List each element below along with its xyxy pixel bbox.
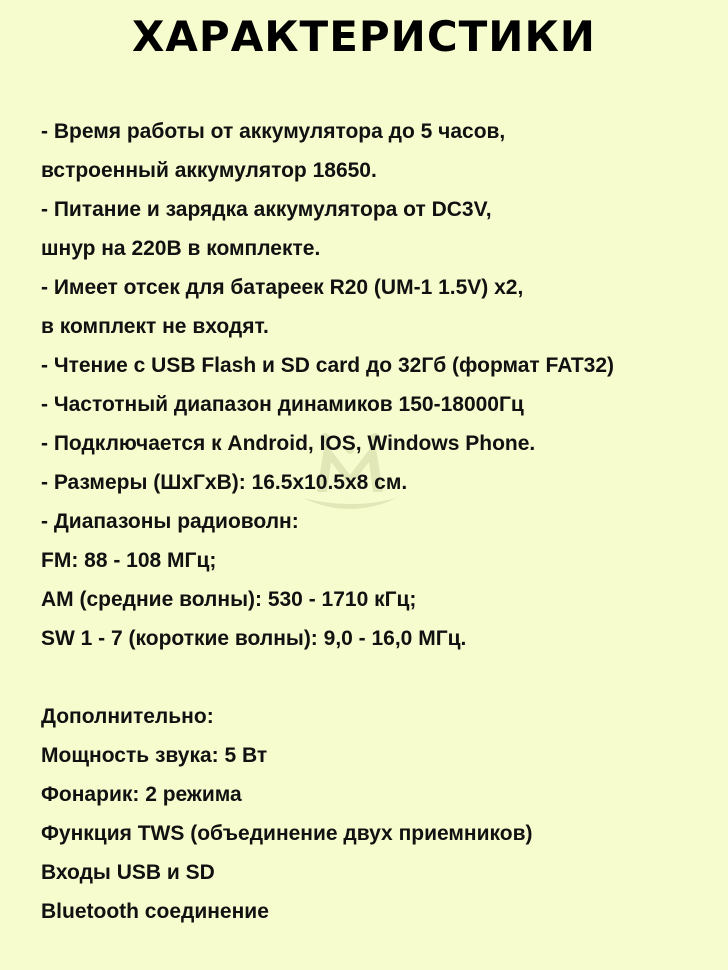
spec-line: - Имеет отсек для батареек R20 (UM-1 1.5V) x2, [41,276,524,299]
extra-heading: Дополнительно: [41,705,214,728]
spec-line: шнур на 220В в комплекте. [41,237,321,260]
spec-line: SW 1 - 7 (короткие волны): 9,0 - 16,0 МГц. [41,627,467,650]
spec-line: - Диапазоны радиоволн: [41,510,299,533]
spec-line: - Подключается к Android, IOS, Windows Phone. [41,432,536,455]
spec-line: AM (средние волны): 530 - 1710 кГц; [41,588,417,611]
extra-line: Функция TWS (объединение двух приемников) [41,822,533,845]
spec-line: - Время работы от аккумулятора до 5 часов, [41,120,506,143]
spec-line: - Питание и зарядка аккумулятора от DC3V, [41,198,492,221]
specifications-list [41,112,721,931]
extra-line: Мощность звука: 5 Вт [41,744,268,767]
extra-line: Bluetooth соединение [41,900,269,923]
spec-line: FM: 88 - 108 МГц; [41,549,217,572]
page-title: ХАРАКТЕРИСТИКИ [132,12,596,61]
extra-line: Входы USB и SD [41,861,215,884]
spec-line: в комплект не входят. [41,315,269,338]
spec-line: - Размеры (ШхГхВ): 16.5х10.5х8 см. [41,471,408,494]
spec-line: - Частотный диапазон динамиков 150-18000Гц [41,393,524,416]
extra-line: Фонарик: 2 режима [41,783,242,806]
spec-line: - Чтение с USB Flash и SD card до 32Гб (формат FAT32) [41,354,615,377]
spec-line: встроенный аккумулятор 18650. [41,159,377,182]
